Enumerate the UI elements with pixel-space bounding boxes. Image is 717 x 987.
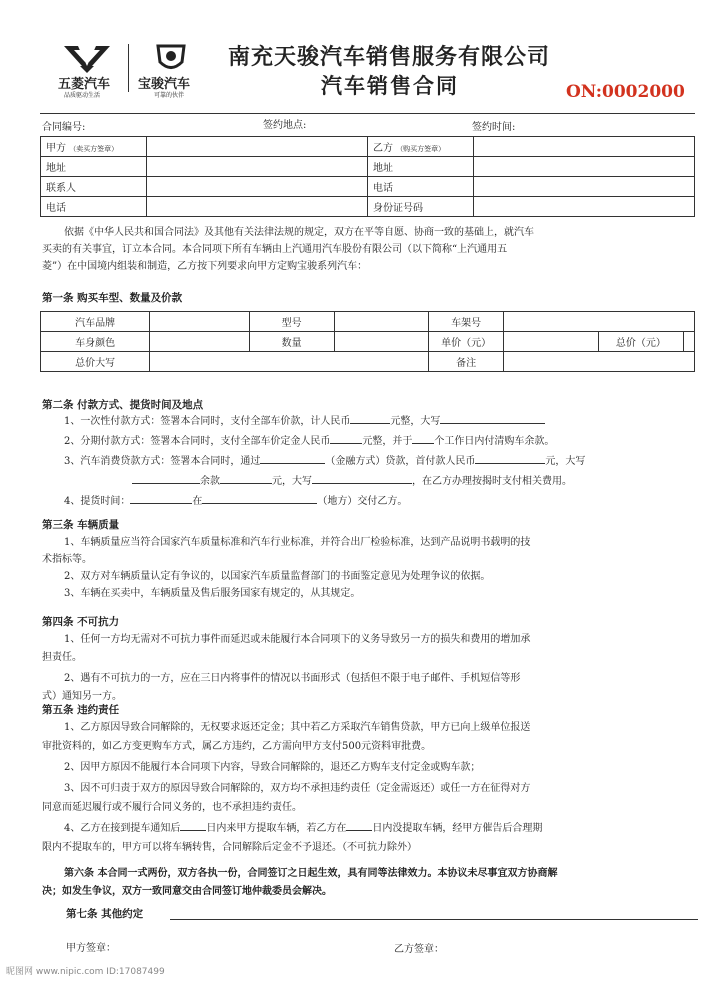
brand-label: 汽车品牌	[41, 312, 150, 332]
article-6	[42, 865, 704, 901]
parties-table	[40, 136, 695, 217]
total-cn-label: 总价大写	[41, 352, 150, 372]
wuling-slogan: 品质驱动生活	[64, 92, 101, 99]
contact-value[interactable]	[147, 177, 368, 197]
party-b-cell: 乙方 （购买方签章）	[368, 137, 474, 157]
address-a-label: 地址	[41, 157, 147, 177]
article-1-title: 第一条 购买车型、数量及价款	[42, 292, 183, 304]
baojun-logo-icon	[134, 40, 208, 76]
intro-line: 依据《中华人民共和国合同法》及其他有关法律法规的规定，双方在平等自愿、协商一致的基础上，就汽车	[64, 227, 534, 238]
payment-loan-cont: 余款 元，大写 ，在乙方办理按揭时支付相关费用。	[64, 472, 704, 492]
contact-label: 联系人	[41, 177, 147, 197]
header-rule	[40, 113, 695, 114]
phone-a-label: 电话	[41, 197, 147, 217]
total-cn-value[interactable]	[150, 352, 429, 372]
delivery-place-blank[interactable]	[202, 493, 317, 504]
article-4-clause-2: 2、遇有不可抗力的一方，应在三日内将事件的情况以书面形式（包括但不限于电子邮件、手机短信等形	[64, 673, 521, 684]
article-7-title: 第七条 其他约定	[66, 908, 144, 920]
baojun-slogan: 可靠的伙伴	[154, 92, 185, 99]
party-a-cell: 甲方 （卖买方签章）	[41, 137, 147, 157]
article-5-clause-4: 4、乙方在接到提车通知后 日内来甲方提取车辆，若乙方在 日内没提取车辆，经甲方催告后合理期	[42, 819, 704, 838]
article-6-line-1: 第六条 本合同一式两份，双方各执一份，合同签订之日起生效，具有同等法律效力。本协议未尽事宜双方协商解	[64, 868, 558, 879]
intro-line: 买卖的有关事宜，订立本合同。本合同项下所有车辆由上汽通用汽车股份有限公司（以下简称“上汽通用五	[42, 244, 508, 255]
order-number: ON:0002000	[566, 82, 685, 102]
id-number-label: 身份证号码	[368, 197, 474, 217]
article-3-clause-1-cont: 术指标等。	[42, 554, 92, 565]
article-5-clause-3: 3、因不可归责于双方的原因导致合同解除的，双方均不承担违约责任（定金需返还）或任一方在征得对方	[64, 783, 531, 794]
party-b-signature-label: 乙方签章：	[394, 944, 444, 955]
intro-paragraph	[42, 224, 702, 275]
article-2-body	[64, 412, 704, 512]
payment-installment: 2、分期付款方式：签署本合同时，支付全部车价定金人民币 元整，并于 个工作日内付清购车余款。	[64, 432, 704, 452]
id-number-value[interactable]	[474, 197, 695, 217]
unit-price-label: 单价（元）	[428, 332, 503, 352]
party-b-signature-area[interactable]	[456, 941, 636, 958]
down-payment-cn-blank[interactable]	[132, 473, 200, 484]
remark-label: 备注	[428, 352, 503, 372]
article-5-body	[42, 718, 704, 857]
article-4-clause-1: 1、任何一方均无需对不可抗力事件而延迟或未能履行本合同项下的义务导致另一方的损失和费用的增加承	[64, 634, 531, 645]
party-b-value[interactable]	[474, 137, 695, 157]
article-3-clause-2: 2、双方对车辆质量认定有争议的，以国家汽车质量监督部门的书面鉴定意见为处理争议的依据。	[64, 571, 491, 582]
article-4-body	[42, 631, 704, 706]
color-value[interactable]	[150, 332, 249, 352]
logo-wuling	[52, 40, 122, 98]
balance-blank[interactable]	[220, 473, 272, 484]
baojun-logo-text: 宝骏汽车	[138, 77, 191, 92]
down-payment-blank[interactable]	[475, 453, 545, 464]
deposit-blank[interactable]	[330, 433, 362, 444]
total-label: 总价（元）	[598, 332, 683, 352]
vehicle-table	[40, 311, 695, 372]
article-4-title: 第四条 不可抗力	[42, 616, 120, 628]
article-3-body	[42, 534, 704, 602]
payment-loan: 3、汽车消费贷款方式：签署本合同时，通过 （金融方式）贷款，首付款人民币 元，大写	[64, 452, 704, 472]
watermark: 昵图网 www.nipic.com ID:17087499	[6, 967, 165, 977]
wuling-logo-icon	[52, 40, 122, 76]
logo-divider	[128, 44, 129, 92]
article-3-clause-1: 1、车辆质量应当符合国家汽车质量标准和汽车行业标准，并符合出厂检验标准，达到产品说明书载明的技	[64, 537, 531, 548]
article-3-clause-3: 3、车辆在买卖中，车辆质量及售后服务国家有规定的，从其规定。	[64, 588, 361, 599]
color-label: 车身颜色	[41, 332, 150, 352]
article-2-title: 第二条 付款方式、提货时间及地点	[42, 399, 204, 411]
article-3-title: 第三条 车辆质量	[42, 519, 120, 531]
model-label: 型号	[249, 312, 334, 332]
article-5-clause-2: 2、因甲方原因不能履行本合同项下内容，导致合同解除的，退还乙方购车支付定金或购车款；	[64, 762, 481, 773]
intro-line: 菱”）在中国境内组装和制造，乙方按下列要求向甲方定购宝骏系列汽车：	[42, 261, 368, 272]
party-a-signature-area[interactable]	[128, 940, 308, 957]
party-a-signature-label: 甲方签章：	[66, 943, 116, 954]
address-a-value[interactable]	[147, 157, 368, 177]
sign-place-label: 签约地点:	[263, 120, 307, 131]
contract-number-label: 合同编号:	[42, 122, 86, 133]
phone-a-value[interactable]	[147, 197, 368, 217]
model-value[interactable]	[334, 312, 428, 332]
amount-cn-blank[interactable]	[440, 413, 545, 424]
balance-cn-blank[interactable]	[312, 473, 412, 484]
address-b-value[interactable]	[474, 157, 695, 177]
delivery-time-blank[interactable]	[130, 493, 192, 504]
sign-time-label: 签约时间:	[472, 122, 516, 133]
unit-price-value[interactable]	[504, 332, 598, 352]
days-blank[interactable]	[412, 433, 434, 444]
document-title: 汽车销售合同	[321, 73, 459, 98]
article-5-clause-1-cont: 审批资料的，如乙方变更购车方式，属乙方违约，乙方需向甲方支付500元资料审批费。	[42, 741, 432, 752]
article-5-title: 第五条 违约责任	[42, 704, 120, 716]
article-5-clause-3-cont: 同意而延迟履行或不履行合同义务的，也不承担违约责任。	[42, 802, 302, 813]
address-b-label: 地址	[368, 157, 474, 177]
phone-b-label: 电话	[368, 177, 474, 197]
logo-baojun	[134, 40, 208, 98]
finance-blank[interactable]	[260, 453, 325, 464]
frame-label: 车架号	[428, 312, 503, 332]
payment-lump-sum: 1、一次性付款方式：签署本合同时，支付全部车价款，计人民币 元整，大写	[64, 412, 704, 432]
pickup-days-blank[interactable]	[180, 820, 206, 831]
wuling-logo-text: 五菱汽车	[58, 77, 111, 92]
remark-value[interactable]	[504, 352, 695, 372]
brand-value[interactable]	[150, 312, 249, 332]
party-a-value[interactable]	[147, 137, 368, 157]
total-value[interactable]	[684, 332, 695, 352]
company-title: 南充天骏汽车销售服务有限公司	[228, 44, 551, 70]
article-5-clause-4-cont: 限内不提取车的，甲方可以将车辆转售，合同解除后定金不予退还。（不可抗力除外）	[42, 842, 417, 853]
article-4-clause-1-cont: 担责任。	[42, 652, 82, 663]
other-terms-line[interactable]	[170, 919, 698, 920]
article-6-line-2: 决；如发生争议，双方一致同意交由合同签订地仲裁委员会解决。	[42, 886, 332, 897]
article-5-clause-1: 1、乙方原因导致合同解除的，无权要求返还定金；其中若乙方采取汽车销售贷款，甲方已向上级单位报送	[64, 722, 531, 733]
phone-b-value[interactable]	[474, 177, 695, 197]
amount-blank[interactable]	[350, 413, 390, 424]
article-4-clause-2-cont: 式）通知另一方。	[42, 691, 122, 702]
pickup-deadline-blank[interactable]	[346, 820, 372, 831]
qty-label: 数量	[249, 332, 334, 352]
delivery-line: 4、提货时间： 在 （地方）交付乙方。	[64, 492, 704, 512]
qty-value[interactable]	[334, 332, 428, 352]
frame-value[interactable]	[504, 312, 695, 332]
